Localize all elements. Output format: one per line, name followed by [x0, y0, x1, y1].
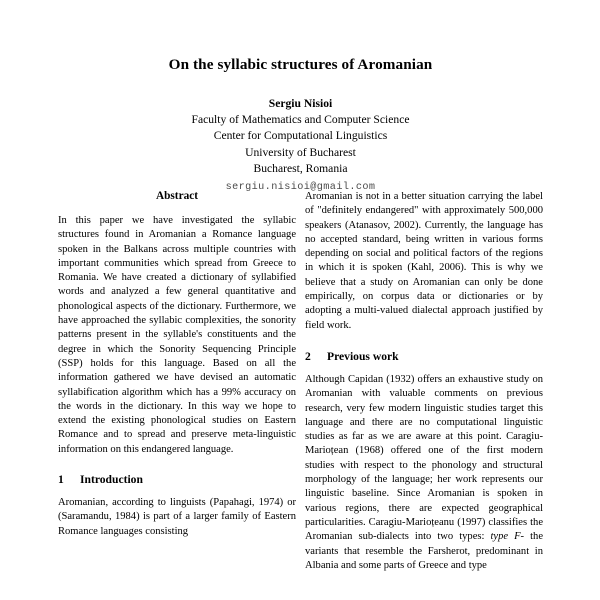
- column-right: [305, 190, 543, 573]
- abstract-heading: Abstract: [155, 190, 199, 202]
- author-block: [58, 96, 543, 196]
- section-number: 1: [58, 473, 64, 487]
- author-name: Sergiu Nisioi: [268, 97, 333, 110]
- title-block: [58, 55, 543, 196]
- page-title: On the syllabic structures of Aromanian: [168, 56, 433, 73]
- affiliation-line-2: Center for Computational Linguistics: [213, 129, 388, 143]
- section-number: 2: [305, 349, 311, 363]
- italic-term-type-f: type F: [490, 531, 521, 543]
- author-email: sergiu.nisioi@gmail.com: [225, 182, 376, 194]
- previous-work-paragraph-1: [305, 373, 543, 573]
- section-title: Introduction: [80, 473, 143, 487]
- introduction-continuation-text: Aromanian is not in a better situation carrying the label of "definitely endangered" with approximately 500,000 speakers (Atanasov, 2002). Currently, the language has no accepted standard, being written in various forms depending on social and political factors of the regions in which it is spoken (Kahl, 2006). This is why we believe that a study on Aromanian can only be done empirically, on corpus data or dictionaries or by adopting a multi-valued dialectal approach justified by field work.: [305, 191, 543, 331]
- affiliation-line-1: Faculty of Mathematics and Computer Science: [191, 113, 410, 127]
- affiliation-line-3: University of Bucharest: [245, 145, 356, 159]
- abstract-text: In this paper we have investigated the syllabic structures found in Aromanian a Romance language spoken in the Balkans across multiple countries with important communities which spread from Greece to Romania. We have created a dictionary of syllabified words and analyzed a few general quantitative and phonological aspects of the dictionary. Furthermore, we have approached the syllabic complexities, the sonority patterns present in the syllable's constituents and the degree in which the Sonority Sequencing Principle (SSP) holds for this language. Based on all the information gathered we have devised an automatic syllabification algorithm which has a 99% accuracy on the words in the dictionary. In this way we hope to extend the existing phonological studies on Eastern Romance and to spread and preserve meta-linguistic information on this endangered language.: [58, 215, 296, 455]
- column-left: [58, 190, 296, 539]
- previous-work-text-part-1: Although Capidan (1932) offers an exhaustive study on Aromanian with valuable comments on previous research, very few modern linguistic studies target this language and there are no computational linguistic studies as far as we are aware at this point. Caragiu-Marioțean (1968) offered one of the first modern studies with respect to the phonology and structural morphology of the language; her work represents our linguistic baseline. Since Aromanian is spoken in various regions, there are expected geographical particularities. Caragiu-Marioțeanu (1997) classifies the Aromanian sub-dialects into two types:: [305, 373, 543, 543]
- section-heading-previous-work: [305, 350, 543, 364]
- introduction-paragraph-1: Aromanian, according to linguists (Papahagi, 1974) or (Saramandu, 1984) is part of a larger family of Eastern Romance languages consisting: [58, 497, 296, 537]
- section-title: Previous work: [327, 349, 399, 363]
- section-heading-introduction: [58, 473, 296, 487]
- dash-after-term: -: [520, 531, 525, 543]
- affiliation-line-4: Bucharest, Romania: [253, 161, 348, 175]
- previous-work-text-part-2: the variants that resemble the Farsherot, predominant in Albania and some parts of Greece and type: [305, 531, 543, 571]
